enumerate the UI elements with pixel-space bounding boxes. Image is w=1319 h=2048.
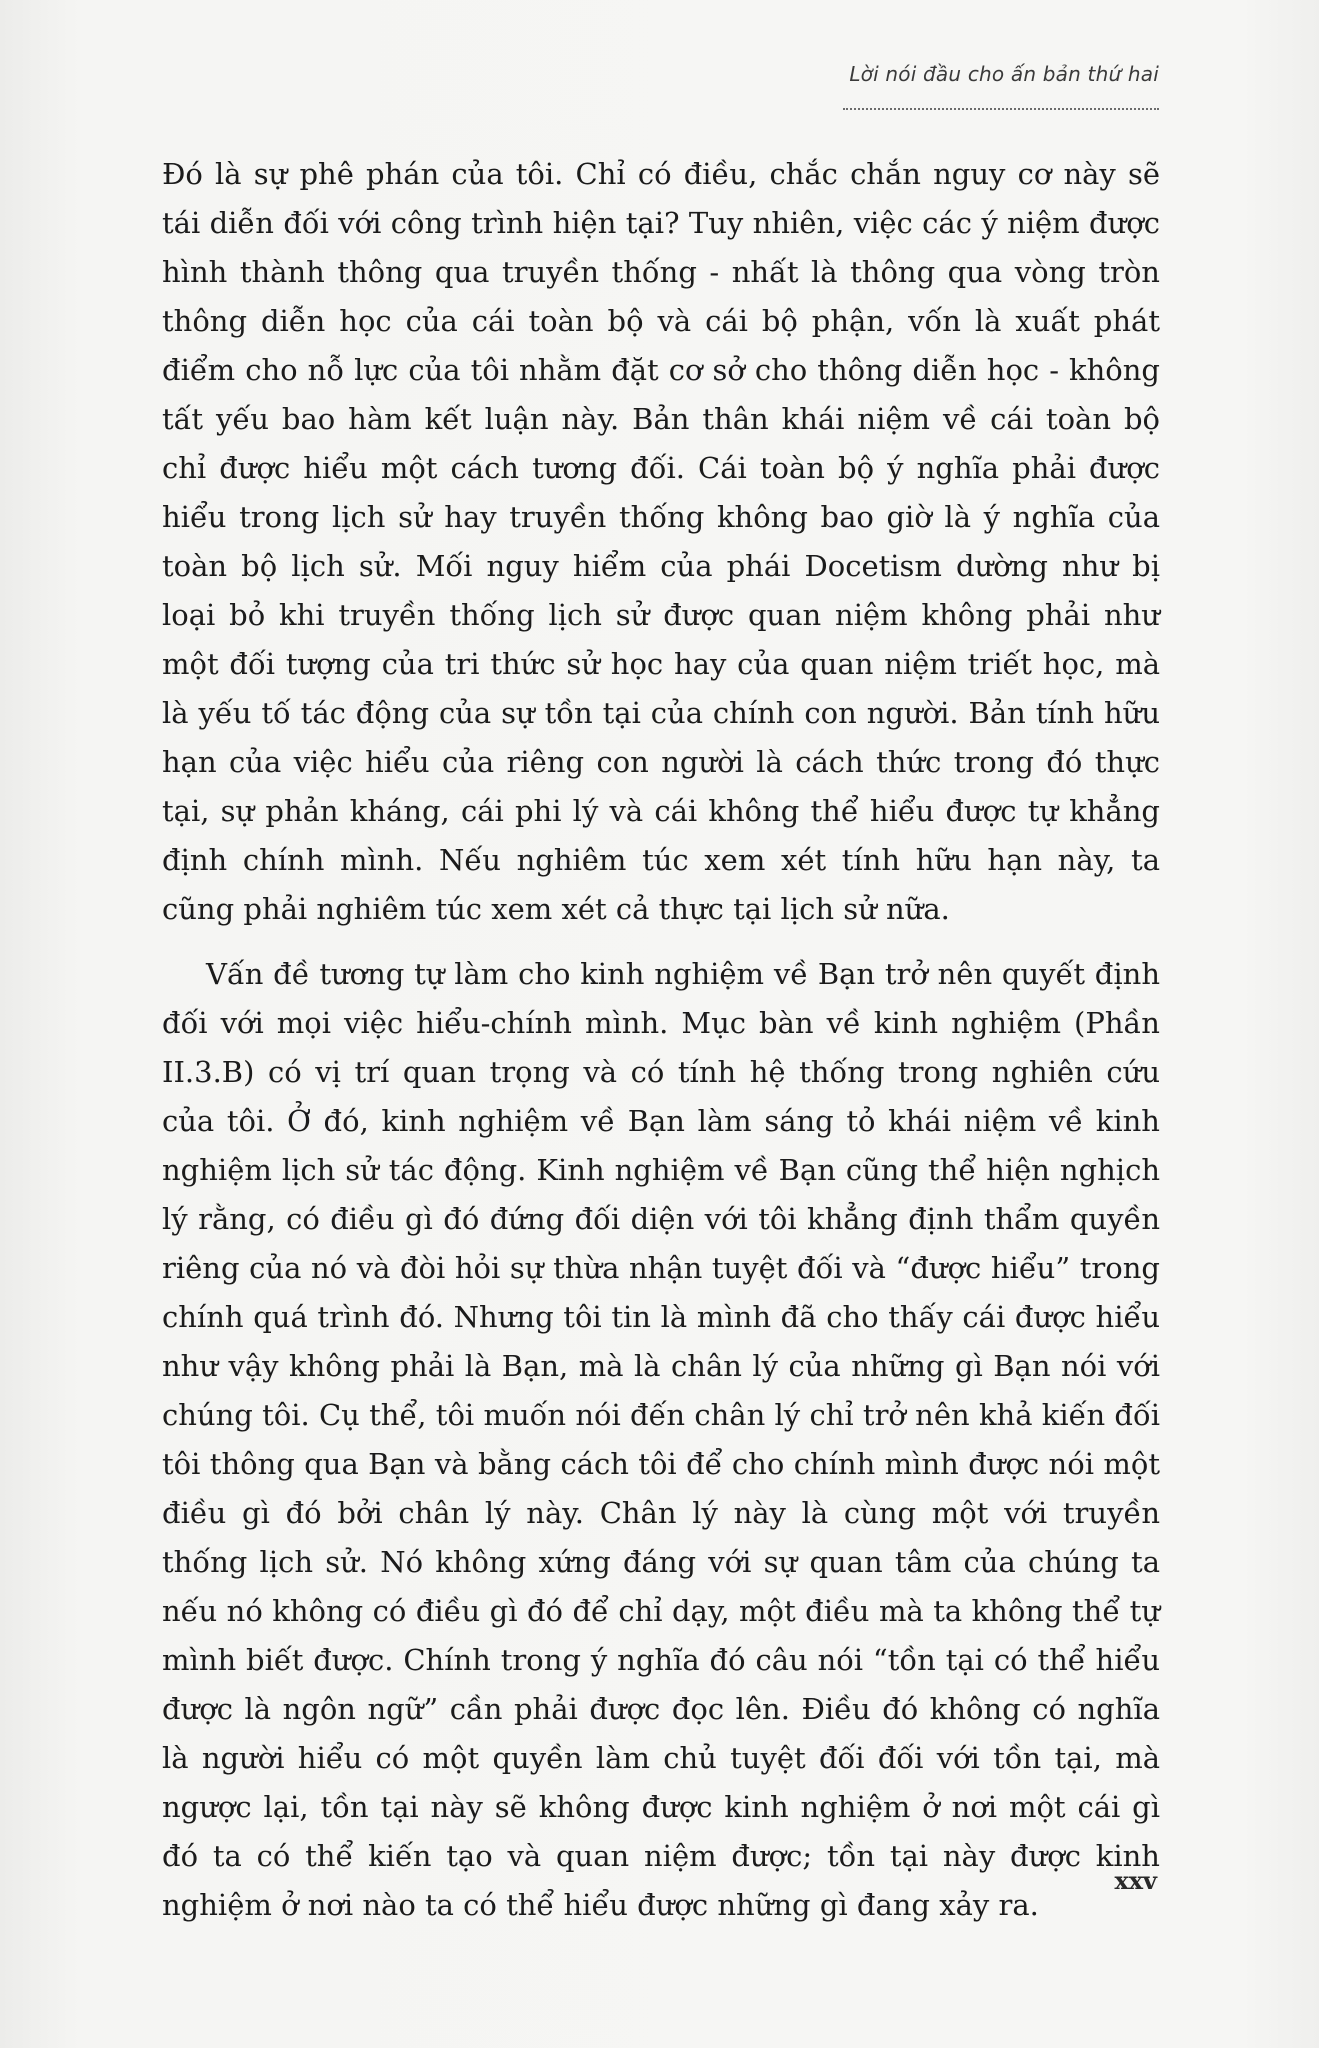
paragraph-1: Đó là sự phê phán của tôi. Chỉ có điều, chắc chắn nguy cơ này sẽ tái diễn đối với công trình hiện tại? Tuy nhiên, việc các ý niệm được hình thành thông qua truyền thống - nhất là thông qua vòng tròn thông diễn học của cái toàn bộ và cái bộ phận, vốn là xuất phát điểm cho nỗ lực của tôi nhằm đặt cơ sở cho thông diễn học - không tất yếu bao hàm kết luận này. Bản thân khái niệm về cái toàn bộ chỉ được hiểu một cách tương đối. Cái toàn bộ ý nghĩa phải được hiểu trong lịch sử hay truyền thống không bao giờ là ý nghĩa của toàn bộ lịch sử. Mối nguy hiểm của phái Docetism dường như bị loại bỏ khi truyền thống lịch sử được quan niệm không phải như một đối tượng của tri thức sử học hay của quan niệm triết học, mà là yếu tố tác động của sự tồn tại của chính con người. Bản tính hữu hạn của việc hiểu của riêng con người là cách thức trong đó thực tại, sự phản kháng, cái phi lý và cái không thể hiểu được tự khẳng định chính mình. Nếu nghiêm túc xem xét tính hữu hạn này, ta cũng phải nghiêm túc xem xét cả thực tại lịch sử nữa.	[162, 157, 1160, 926]
header-dotted-rule	[843, 108, 1159, 110]
page-number: xxv	[1114, 1866, 1157, 1895]
running-header: Lời nói đầu cho ấn bản thứ hai	[849, 62, 1159, 86]
paragraph-2: Vấn đề tương tự làm cho kinh nghiệm về Bạn trở nên quyết định đối với mọi việc hiểu-chính mình. Mục bàn về kinh nghiệm (Phần II.3.B) có vị trí quan trọng và có tính hệ thống trong nghiên cứu của tôi. Ở đó, kinh nghiệm về Bạn làm sáng tỏ khái niệm về kinh nghiệm lịch sử tác động. Kinh nghiệm về Bạn cũng thể hiện nghịch lý rằng, có điều gì đó đứng đối diện với tôi khẳng định thẩm quyền riêng của nó và đòi hỏi sự thừa nhận tuyệt đối và “được hiểu” trong chính quá trình đó. Nhưng tôi tin là mình đã cho thấy cái được hiểu như vậy không phải là Bạn, mà là chân lý của những gì Bạn nói với chúng tôi. Cụ thể, tôi muốn nói đến chân lý chỉ trở nên khả kiến đối tôi thông qua Bạn và bằng cách tôi để cho chính mình được nói một điều gì đó bởi chân lý này. Chân lý này là cùng một với truyền thống lịch sử. Nó không xứng đáng với sự quan tâm của chúng ta nếu nó không có điều gì đó để chỉ dạy, một điều mà ta không thể tự mình biết được. Chính trong ý nghĩa đó câu nói “tồn tại có thể hiểu được là ngôn ngữ” cần phải được đọc lên. Điều đó không có nghĩa là người hiểu có một quyền làm chủ tuyệt đối đối với tồn tại, mà ngược lại, tồn tại này sẽ không được kinh nghiệm ở nơi một cái gì đó ta có thể kiến tạo và quan niệm được; tồn tại này được kinh nghiệm ở nơi nào ta có thể hiểu được những gì đang xảy ra.	[162, 957, 1160, 1922]
body-text	[162, 150, 1160, 1930]
